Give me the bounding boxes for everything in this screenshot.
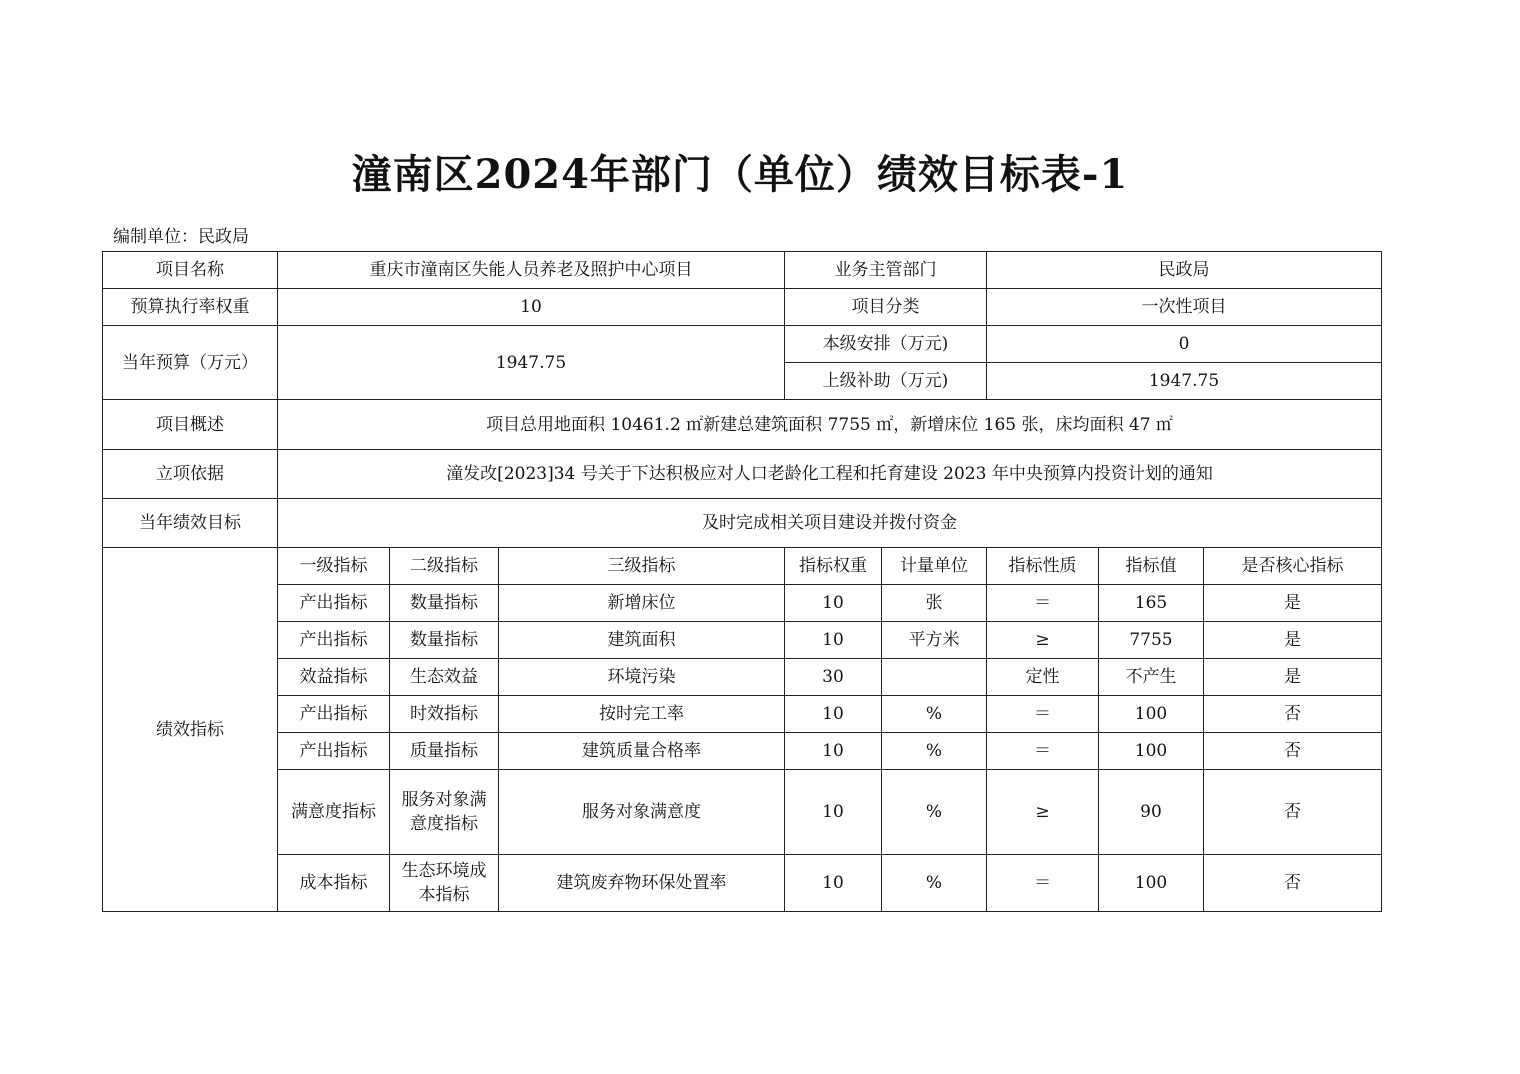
- goal-value: 及时完成相关项目建设并拨付资金: [278, 499, 1382, 548]
- indicators-label: 绩效指标: [103, 548, 278, 912]
- category-value: 一次性项目: [987, 289, 1382, 326]
- cell-weight: 10: [785, 585, 882, 622]
- header-nature: 指标性质: [987, 548, 1099, 585]
- basis-value: 潼发改[2023]34 号关于下达积极应对人口老龄化工程和托育建设 2023 年中央预算内投资计划的通知: [278, 450, 1382, 499]
- cell-level3: 按时完工率: [499, 696, 785, 733]
- table-row: [103, 585, 1382, 622]
- overview-value: 项目总用地面积 10461.2 ㎡新建总建筑面积 7755 ㎡，新增床位 165 张，床均面积 47 ㎡: [278, 400, 1382, 450]
- cell-core: 是: [1204, 585, 1382, 622]
- cell-nature: ≥: [987, 622, 1099, 659]
- cell-unit: %: [882, 855, 987, 912]
- cell-level1: 成本指标: [278, 855, 390, 912]
- cell-level2: 时效指标: [390, 696, 499, 733]
- cell-weight: 10: [785, 733, 882, 770]
- cell-core: 是: [1204, 659, 1382, 696]
- compiling-unit: 编制单位：民政局: [113, 227, 249, 247]
- header-core: 是否核心指标: [1204, 548, 1382, 585]
- cell-core: 是: [1204, 622, 1382, 659]
- weight-value: 10: [278, 289, 785, 326]
- cell-nature: ＝: [987, 585, 1099, 622]
- cell-level2: 生态效益: [390, 659, 499, 696]
- local-label: 本级安排（万元): [785, 326, 987, 363]
- cell-level2: 服务对象满意度指标: [390, 770, 499, 855]
- cell-weight: 30: [785, 659, 882, 696]
- cell-value: 100: [1099, 733, 1204, 770]
- cell-core: 否: [1204, 855, 1382, 912]
- cell-unit: 平方米: [882, 622, 987, 659]
- table-row: [103, 733, 1382, 770]
- category-label: 项目分类: [785, 289, 987, 326]
- header-unit: 计量单位: [882, 548, 987, 585]
- cell-value: 90: [1099, 770, 1204, 855]
- cell-nature: ＝: [987, 855, 1099, 912]
- dept-label: 业务主管部门: [785, 252, 987, 289]
- cell-level3: 建筑废弃物环保处置率: [499, 855, 785, 912]
- cell-weight: 10: [785, 622, 882, 659]
- cell-weight: 10: [785, 770, 882, 855]
- cell-value: 7755: [1099, 622, 1204, 659]
- cell-level1: 产出指标: [278, 696, 390, 733]
- cell-nature: ≥: [987, 770, 1099, 855]
- cell-value: 165: [1099, 585, 1204, 622]
- weight-label: 预算执行率权重: [103, 289, 278, 326]
- cell-nature: ＝: [987, 733, 1099, 770]
- header-weight: 指标权重: [785, 548, 882, 585]
- cell-level2: 质量指标: [390, 733, 499, 770]
- header-level2: 二级指标: [390, 548, 499, 585]
- budget-label: 当年预算（万元）: [103, 326, 278, 400]
- cell-level3: 环境污染: [499, 659, 785, 696]
- dept-value: 民政局: [987, 252, 1382, 289]
- cell-level1: 产出指标: [278, 733, 390, 770]
- project-name-label: 项目名称: [103, 252, 278, 289]
- cell-unit: %: [882, 733, 987, 770]
- cell-value: 100: [1099, 855, 1204, 912]
- cell-core: 否: [1204, 733, 1382, 770]
- basis-label: 立项依据: [103, 450, 278, 499]
- cell-level3: 建筑质量合格率: [499, 733, 785, 770]
- cell-weight: 10: [785, 696, 882, 733]
- upper-value: 1947.75: [987, 363, 1382, 400]
- goal-label: 当年绩效目标: [103, 499, 278, 548]
- local-value: 0: [987, 326, 1382, 363]
- performance-table: [102, 251, 1382, 912]
- cell-level2: 数量指标: [390, 585, 499, 622]
- project-name-value: 重庆市潼南区失能人员养老及照护中心项目: [278, 252, 785, 289]
- cell-unit: [882, 659, 987, 696]
- cell-level3: 新增床位: [499, 585, 785, 622]
- cell-level2: 生态环境成本指标: [390, 855, 499, 912]
- cell-level3: 服务对象满意度: [499, 770, 785, 855]
- cell-unit: 张: [882, 585, 987, 622]
- cell-value: 不产生: [1099, 659, 1204, 696]
- upper-label: 上级补助（万元): [785, 363, 987, 400]
- cell-weight: 10: [785, 855, 882, 912]
- cell-level3: 建筑面积: [499, 622, 785, 659]
- cell-unit: %: [882, 696, 987, 733]
- cell-core: 否: [1204, 770, 1382, 855]
- budget-value: 1947.75: [278, 326, 785, 400]
- overview-label: 项目概述: [103, 400, 278, 450]
- cell-level1: 满意度指标: [278, 770, 390, 855]
- cell-core: 否: [1204, 696, 1382, 733]
- cell-level1: 效益指标: [278, 659, 390, 696]
- page-title: 潼南区2024年部门（单位）绩效目标表-1: [351, 151, 1129, 198]
- cell-value: 100: [1099, 696, 1204, 733]
- cell-nature: ＝: [987, 696, 1099, 733]
- header-value: 指标值: [1099, 548, 1204, 585]
- table-row: [103, 696, 1382, 733]
- table-row: [103, 622, 1382, 659]
- header-level3: 三级指标: [499, 548, 785, 585]
- cell-unit: %: [882, 770, 987, 855]
- table-row: [103, 855, 1382, 912]
- table-row: [103, 659, 1382, 696]
- cell-level1: 产出指标: [278, 585, 390, 622]
- cell-level1: 产出指标: [278, 622, 390, 659]
- cell-level2: 数量指标: [390, 622, 499, 659]
- cell-nature: 定性: [987, 659, 1099, 696]
- table-row: [103, 770, 1382, 855]
- header-level1: 一级指标: [278, 548, 390, 585]
